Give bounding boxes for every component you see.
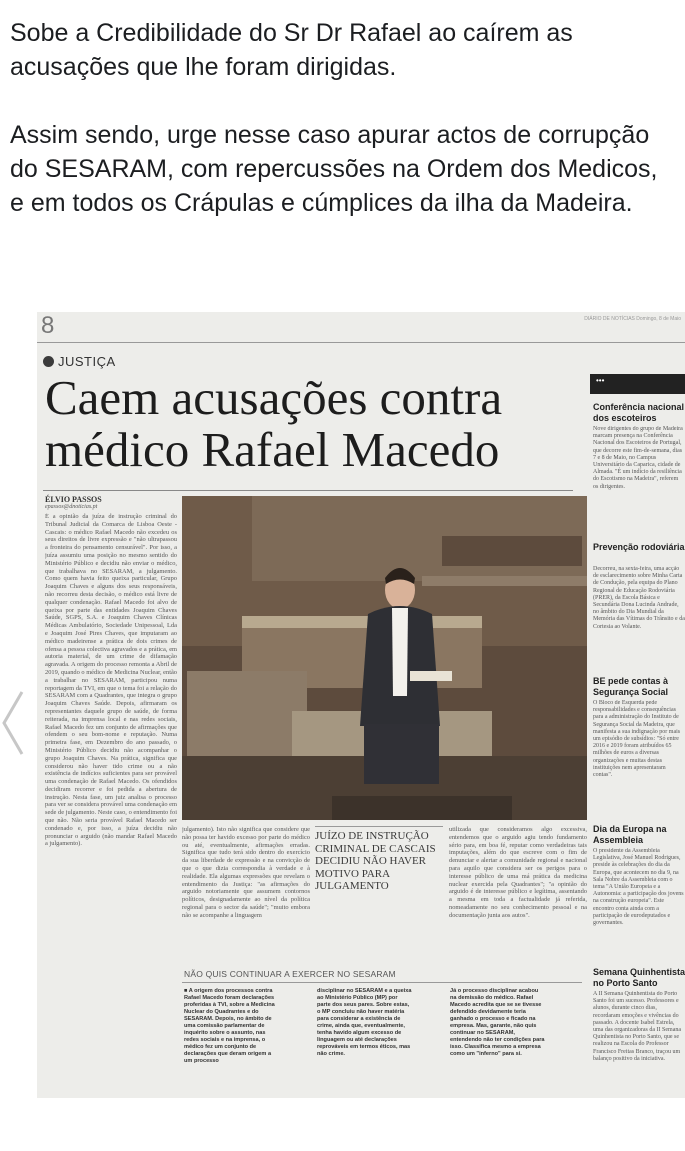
box-column-2: disciplinar no SESARAM e a queixa ao Ministério Público (MP) por parte dos seus pares. Sobre estas, o MP concluiu não haver matéria para considerar a existência de crime, ainda que, eventualmente, tenha havido algum excesso de linguagem ou até declarações reprováveis em termos éticos, mas não crime. [317,988,412,1057]
section-name: JUSTIÇA [58,354,116,369]
headline-divider [43,490,573,491]
box-column-3: Já o processo disciplinar acabou na demissão do médico. Rafael Macedo acredita que se se tivesse defendido devidamente teria ganhado o processo e ficado na empresa. Mas, garante, não quis continuar no SESARAM, entendendo não ter condições para isso. Classifica mesmo a empresa como um "inferno" para si. [450,988,545,1057]
page-number: 8 [41,312,55,339]
sidebar-item-title: Conferência nacional dos escoteiros [593,402,685,423]
sidebar-item-body: O Bloco de Esquerda pede responsabilidades e consequências para a administração do Instituto de Segurança Social da Madeira, que manifesta a sua indignação por mais um episódio de subsídios: "Só entre 2016 e 2019 foram atribuídos 65 milhões de euros a diversas organizações e muitas destas instituições nem apresentaram contas". [593,700,681,779]
article-byline: ÉLVIO PASSOS [45,495,102,504]
article-headline: Caem acusações contra médico Rafael Macedo [45,370,503,477]
sidebar-item-body: A II Semana Quinhentista do Porto Santo foi um sucesso. Professores e alunos, durante cinco dias, recordaram emoções e vivências do passado. A docente Isabel Estrela, uma das organizadoras da II Semana Quinhentista no Porto Santo, que se realizou na Escola do Professor Francisco Freitas Branco, traçou um balanço positivo da iniciativa. [593,991,682,1062]
post-caption [10,16,675,254]
sidebar-item-title: Semana Quinhentista no Porto Santo [593,967,685,988]
article-photo [182,496,587,820]
byline-email: epassos@dnoticias.pt [45,504,98,510]
sidebar-item-body: O presidente da Assembleia Legislativa, José Manuel Rodrigues, preside às celebrações do dia da Europa, que acontecem no dia 9, na Sala Nobre da Assembleia com o tema "A União Europeia e a Autonomia: a participação dos jovens na construção europeia". Este encontro conta ainda com a participação de eurodeputados e governantes. [593,848,684,927]
caption-paragraph-2: Assim sendo, urge nesse caso apurar actos de corrupção do SESARAM, com repercussões na Ordem dos Medicos, e em todos os Crápulas e cúmplices da ilha da Madeira. [10,121,658,217]
masthead: DIÁRIO DE NOTÍCIAS Domingo, 8 de Maio [584,316,681,322]
post-footer-space [0,1098,685,1151]
newspaper-clipping-image[interactable] [37,312,685,1098]
pull-quote: JUÍZO DE INSTRUÇÃO CRIMINAL DE CASCAIS DECIDIU NÃO HAVER MOTIVO PARA JULGAMENTO [315,826,443,893]
sidebar-item-title: BE pede contas à Segurança Social [593,676,669,697]
chevron-left-icon [0,688,26,758]
article-column-3: utilizada que consideramos algo excessiva, entendemos que o arguido agiu tendo fundamento sério para, em boa fé, reputar como verdadeiras tais imputações, além do que escreve com o fim de denunciar e alertar a comunidade regional e nacional para aquilo que considera ser os perigos para o interesse público de uma má prática da medicina nuclear exercida pela Quadrantes"; "a opinião do arguido é de interesse público e legítima, assentando a mesma em toda a factualidade já referida, nomeadamente no seu conhecimento pessoal e na documentação junta aos autos". [449,826,587,919]
page-header [37,312,685,342]
section-bullet-icon [43,356,54,367]
header-divider [37,342,685,343]
box-column-1: ■ A origem dos processos contra Rafael Macedo foram declarações proferidas à TVI, sobre a Medicina Nuclear do Quadrantes e do SESARAM. Depois, no âmbito de uma comissão parlamentar de inquérito sobre o assunto, nas redes sociais e na imprensa, o médico fez um conjunto de declarações que deram origem a um processo [184,988,275,1064]
sidebar-item-body: Decorreu, na sexta-feira, uma acção de esclarecimento sobre Minha Carta de Condução, pela equipa do Plano Regional de Educação Rodoviária (PRER), da Escola Básica e Secundária Dona Lucinda Andrade, no âmbito do Dia Mundial da Memória das Vítimas do Trânsito e da Cortesia ao Volante. [593,566,685,630]
sidebar-item-title: Dia da Europa na Assembleia [593,824,667,845]
section-label-justica [43,354,116,369]
sidebar-item-title: Prevenção rodoviária [593,542,685,552]
sidebar-tag-text: ••• [596,376,605,385]
sidebar-item-body: Nove dirigentes do grupo de Madeira marcam presença na Conferência Nacional dos Escoteiros de Portugal, que decorre este fim-de-semana, dias 7 e 8 de Maio, no Campus Universitário da Caparica, cidade de Almada. "É um indício da resiliência do Escotismo na Madeira", referem os dirigentes. [593,426,683,490]
article-column-1: É a opinião da juíza de instrução criminal do Tribunal Judicial da Comarca de Lisboa Oeste - Cascais: o médico Rafael Macedo não excedeu os seus direitos de livre expressão e "não ultrapassou a fronteira do pensamento censurável". Por isso, a juíza assumiu uma posição no mesmo sentido do Ministério Público e decidiu não enviar o médico, que trabalhava no SESARAM, a julgamento. Como quem havia feito queixa particular, Grupo Joaquim Chaves e alguns dos seus responsáveis, não recorreu desta decisão, o médico está livre de qualquer condenação. Rafael Macedo foi alvo de queixa por parte das entidades Joaquim Chaves Saúde, SGPS, S.A. e Joaquim Chaves Clínicas Médicas Ambulatório, Sociedade Unipessoal, Lda e Joaquim José Pires Chaves, que imputaram ao médico madeirense a prática de dois crimes de ofensa a pessoa colectiva agravados e a prática, em autoria material, de um crime de difamação agravada. A origem do processo remonta a Abril de 2019, quando o médico de Medicina Nuclear, então a trabalhar no SESARAM, participou numa reportagem da TVI, em que o tema foi a relação do SESARAM com a Quadrantes, que integra o grupo Joaquim Chaves Saúde. Depois, afirmaram os representantes daquele grupo de saúde, de forma reiterada, na imprensa local e nas redes sociais, Rafael Macedo fez um conjunto de afirmações que ofendem o seu bom-nome e reputação. Numa primeira fase, em Dezembro do ano passado, o Ministério Público decidiu não acompanhar o grupo Joaquim Chaves. Na prática, significa que considerou não haver tido crime ou a não existência de indícios suficientes para ser provável uma condenação de Rafael Macedo. Os ofendidos decidiram recorrer e foi pedida a abertura de instrução. Nesta fase, um juiz analisa o processo para ver se considera provável uma condenação em sede de julgamento. Neste caso, o entendimento foi que não. Não seria provável Rafael Macedo ser condenado e, por isso, a juíza decidiu não pronunciar o arguido (não mandar Rafael Macedo a julgamento). [45,513,177,848]
article-column-2: julgamento). Isto não significa que considere que não possa ter havido excesso por parte do médico ou até, eventualmente, afirmações erradas. Significa que tudo terá sido dentro do exercício da sua liberdade de expressão e na convicção de que o que dizia correspondia à verdade e à realidade. Ela algumas expressões que revelam o entendimento da Justiça: "as afirmações do arguido notoriamente que assumem contornos políticos, designadamente ao nível da política regional para o sector da saúde"; "muito embora não se acompanhe a linguagem [182,826,310,919]
caption-paragraph-1: Sobe a Credibilidade do Sr Dr Rafael ao caírem as acusações que lhe foram dirigidas. [10,19,573,81]
sidebar-tag [590,374,685,394]
photo-illustration [182,496,587,820]
box-divider [182,982,582,983]
news-brief-sidebar [590,364,685,1098]
box-title: NÃO QUIS CONTINUAR A EXERCER NO SESARAM [184,969,396,979]
previous-image-button[interactable] [0,688,26,758]
